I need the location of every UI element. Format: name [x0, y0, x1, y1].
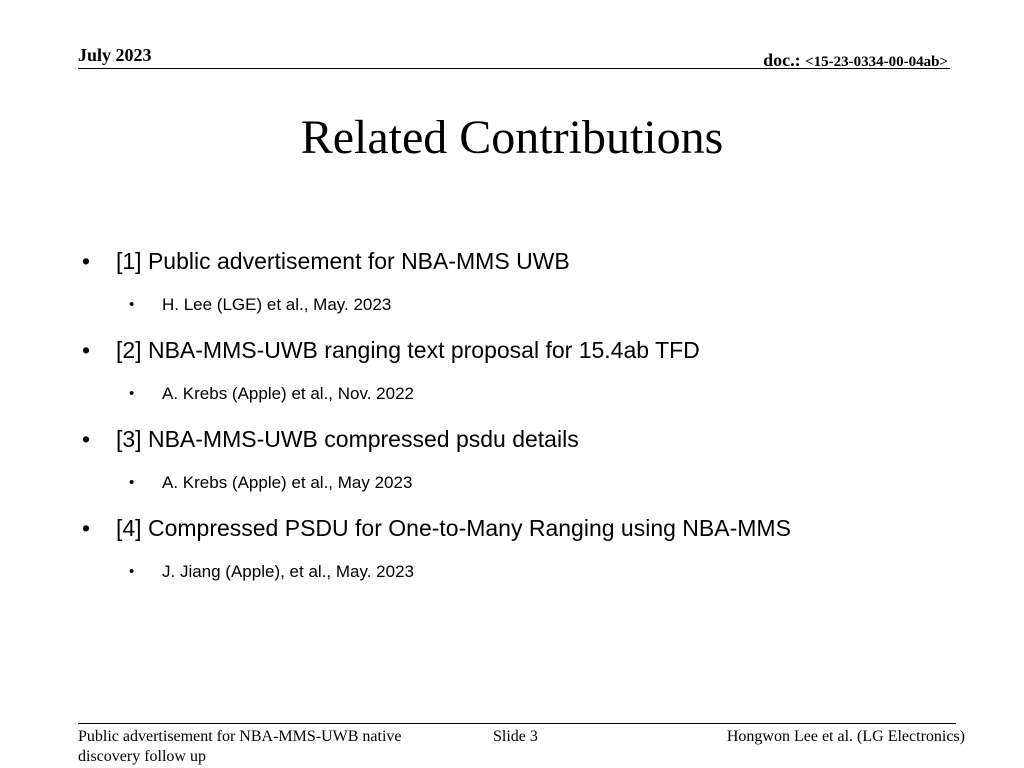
doc-number: <15-23-0334-00-04ab>: [805, 54, 948, 70]
header-date: July 2023: [78, 45, 152, 65]
sub-bullet: •: [129, 296, 135, 313]
reference-author: J. Jiang (Apple), et al., May. 2023: [162, 562, 414, 581]
reference-author: A. Krebs (Apple) et al., May 2023: [162, 473, 413, 492]
sub-bullet: •: [129, 563, 135, 580]
footer-slide-number: Slide 3: [493, 728, 538, 745]
bullet: •: [82, 426, 91, 452]
slide-title: Related Contributions: [300, 111, 724, 164]
reference-title: [1] Public advertisement for NBA-MMS UWB: [116, 248, 570, 274]
footer-divider: [78, 723, 956, 724]
reference-author: A. Krebs (Apple) et al., Nov. 2022: [162, 384, 414, 403]
reference-title: [3] NBA-MMS-UWB compressed psdu details: [116, 426, 579, 452]
bullet: •: [82, 337, 91, 363]
sub-bullet: •: [129, 385, 135, 402]
footer-author: Hongwon Lee et al. (LG Electronics): [726, 728, 965, 745]
bullet: •: [82, 248, 91, 274]
reference-title: [2] NBA-MMS-UWB ranging text proposal for 15.4ab TFD: [116, 337, 700, 363]
bullet: •: [82, 515, 91, 541]
footer-document-title: Public advertisement for NBA-MMS-UWB native discovery follow up: [78, 728, 402, 765]
reference-title: [4] Compressed PSDU for One-to-Many Ranging using NBA-MMS: [116, 515, 791, 541]
reference-author: H. Lee (LGE) et al., May. 2023: [162, 295, 392, 314]
doc-prefix: doc.:: [763, 50, 806, 70]
sub-bullet: •: [129, 474, 135, 491]
